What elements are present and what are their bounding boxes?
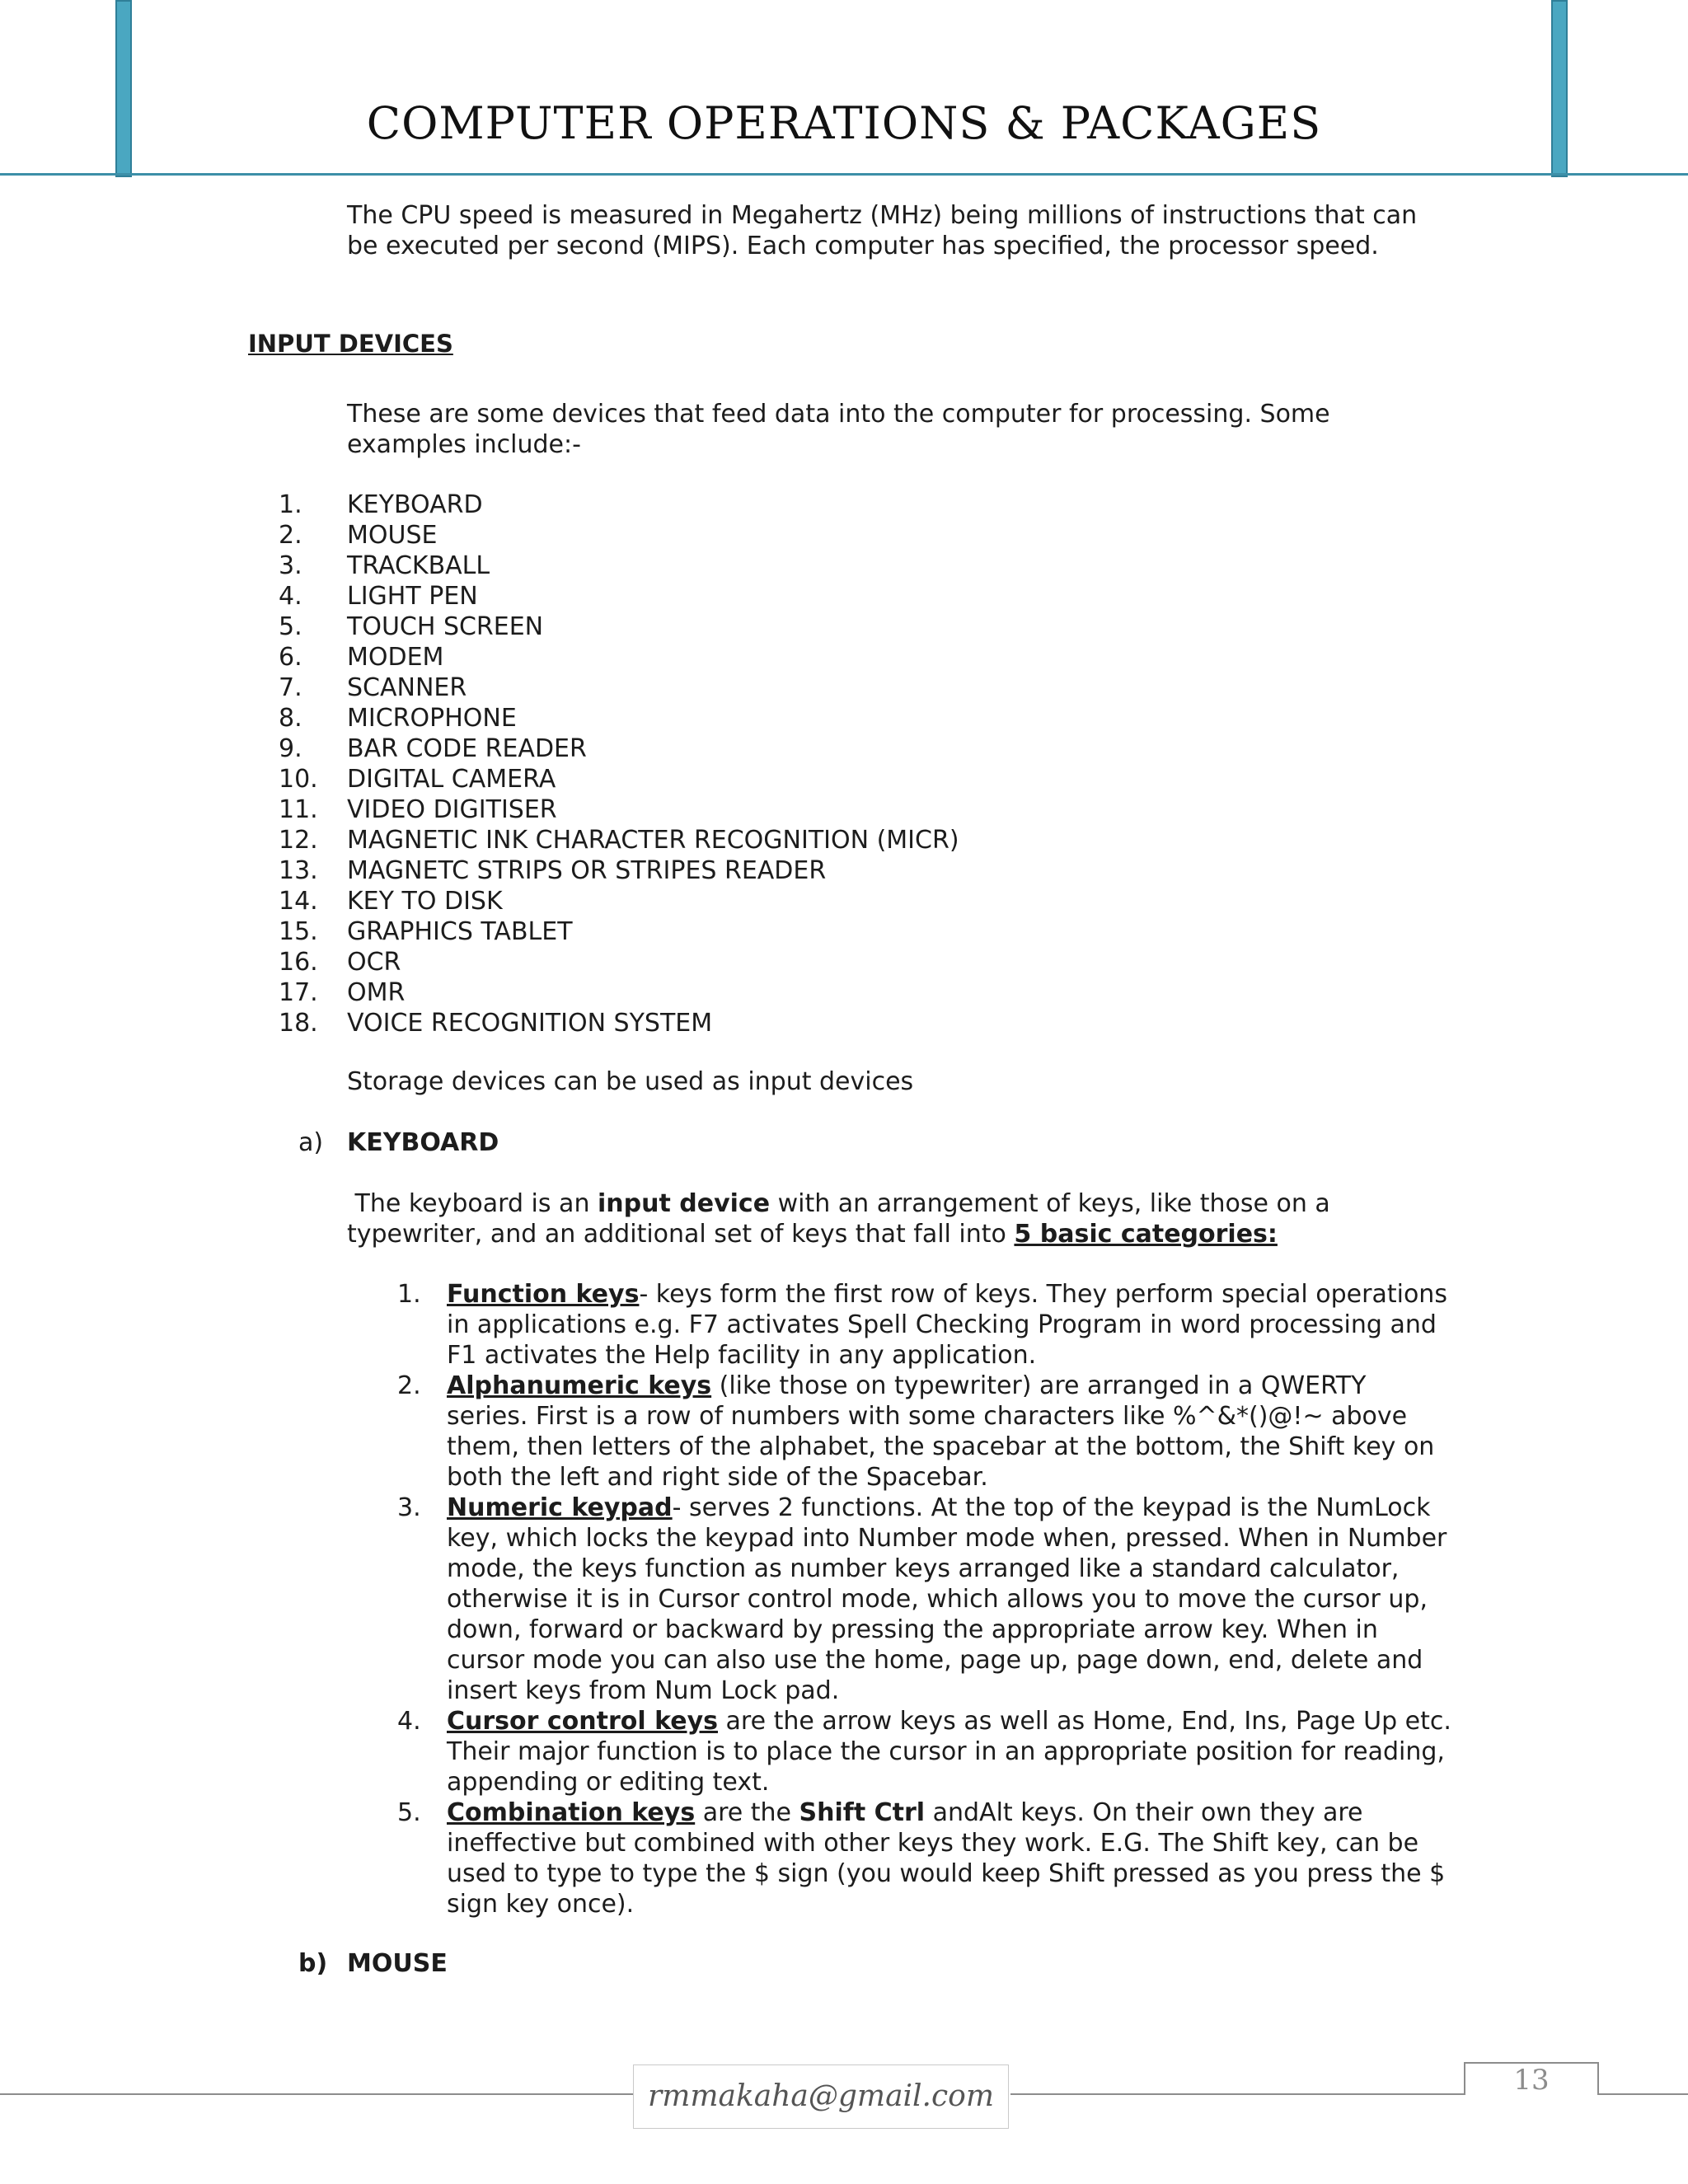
storage-note: Storage devices can be used as input devices [347, 1067, 914, 1096]
item-text: - serves 2 functions. At the top of the keypad is the NumLock key, which locks the keypad into Number mode when, pressed. When in Number mode, the keys function as number keys arranged like a standard calculator, otherwise it is in Cursor control mode, which allows you to move the cursor up, down, forward or backward by pressing the appropriate arrow key. When in cursor mode you can also use the home, page up, page down, end, delete and insert keys from Num Lock pad. [447, 1493, 1447, 1705]
keyboard-categories-term: 5 basic categories: [1014, 1220, 1278, 1249]
keyboard-intro [347, 1188, 1451, 1249]
list-item [397, 1279, 1452, 1371]
item-label: MICROPHONE [347, 704, 517, 733]
item-label: LIGHT PEN [347, 582, 478, 611]
item-label: MODEM [347, 643, 444, 672]
item-number: 5. [279, 612, 302, 641]
section-description: These are some devices that feed data into the computer for processing. Some examples include:- [347, 400, 1330, 459]
footer-email: rmmakaha@gmail.com [633, 2064, 1009, 2129]
item-number: 10. [279, 765, 318, 794]
device-list-item [279, 703, 959, 733]
device-list-item [279, 855, 959, 886]
item-label: TOUCH SCREEN [347, 612, 544, 641]
item-label: MAGNETC STRIPS OR STRIPES READER [347, 856, 827, 885]
device-list-item [279, 916, 959, 947]
device-list-item [279, 581, 959, 612]
header-bar-right [1551, 0, 1568, 177]
item-number: 3. [397, 1493, 421, 1522]
item-number: 2. [397, 1371, 421, 1400]
keyboard-heading: KEYBOARD [347, 1128, 499, 1157]
item-number: 5. [397, 1798, 421, 1827]
item-term: Alphanumeric keys [447, 1371, 712, 1400]
device-list-item [279, 947, 959, 977]
item-text: (like those on typewriter) are arranged in a QWERTY series. First is a row of numbers with some characters like %^&*()@!~ above them, then letters of the alphabet, the spacebar at the bottom, the Shift key on both the left and right side of the Spacebar. [447, 1371, 1435, 1492]
device-list-item [279, 794, 959, 825]
item-label: KEY TO DISK [347, 887, 503, 916]
list-item [397, 1493, 1452, 1706]
mouse-heading: MOUSE [347, 1949, 448, 1978]
item-text: - keys form the first row of keys. They perform special operations in applications e.g. F7 activates Spell Checking Program in word processing and F1 activates the Help facility in any application. [447, 1280, 1447, 1370]
device-list-item [279, 490, 959, 520]
keyboard-intro-text-1: The keyboard is an [354, 1189, 598, 1218]
item-number: 2. [279, 521, 302, 550]
device-list-item [279, 764, 959, 794]
list-item [397, 1706, 1452, 1797]
item-number: 3. [279, 551, 302, 580]
item-label: GRAPHICS TABLET [347, 917, 573, 946]
section-heading: INPUT DEVICES [248, 330, 453, 358]
item-number: 8. [279, 704, 302, 733]
page-number: 13 [1464, 2062, 1599, 2095]
item-label: KEYBOARD [347, 490, 483, 519]
item-number: 14. [279, 887, 318, 916]
item-label: DIGITAL CAMERA [347, 765, 556, 794]
device-list-item [279, 733, 959, 764]
item-term: Numeric keypad [447, 1493, 673, 1522]
item-term: Cursor control keys [447, 1707, 719, 1736]
device-list-item [279, 977, 959, 1008]
item-label: BAR CODE READER [347, 734, 587, 763]
footer-divider-far-right [1599, 2093, 1688, 2095]
item-term: Combination keys [447, 1798, 696, 1827]
item-label: MOUSE [347, 521, 438, 550]
item-number: 16. [279, 948, 318, 977]
subsection-letter-a: a) [298, 1128, 324, 1157]
header-bar-left [115, 0, 132, 177]
item-number: 7. [279, 673, 302, 702]
header-divider [0, 173, 1688, 176]
item-number: 17. [279, 978, 318, 1007]
device-list-item [279, 825, 959, 855]
footer-divider-right [1010, 2093, 1464, 2095]
device-list-item [279, 642, 959, 673]
item-number: 9. [279, 734, 302, 763]
device-list-item [279, 520, 959, 551]
item-label: OCR [347, 948, 401, 977]
device-list-item [279, 551, 959, 581]
footer-divider-left [0, 2093, 633, 2095]
keyboard-intro-bold: input device [598, 1189, 771, 1218]
device-list-item [279, 886, 959, 916]
item-text: are the arrow keys as well as Home, End, Ins, Page Up etc. Their major function is to place the cursor in an appropriate position for reading, appending or editing text. [447, 1707, 1451, 1797]
intro-paragraph: The CPU speed is measured in Megahertz (MHz) being millions of instructions that can be executed per second (MIPS). Each computer has specified, the processor speed. [347, 201, 1418, 260]
list-item [397, 1371, 1452, 1493]
item-number: 4. [397, 1707, 421, 1736]
item-bold: Shift Ctrl [799, 1798, 926, 1827]
item-label: VOICE RECOGNITION SYSTEM [347, 1009, 713, 1038]
item-number: 13. [279, 856, 318, 885]
item-number: 11. [279, 795, 318, 824]
page-title: COMPUTER OPERATIONS & PACKAGES [366, 97, 1322, 149]
item-label: VIDEO DIGITISER [347, 795, 557, 824]
item-number: 15. [279, 917, 318, 946]
item-number: 1. [397, 1280, 421, 1309]
item-label: SCANNER [347, 673, 467, 702]
item-label: TRACKBALL [347, 551, 490, 580]
item-term: Function keys [447, 1280, 640, 1309]
item-number: 4. [279, 582, 302, 611]
item-text-1: are the [695, 1798, 799, 1827]
item-number: 1. [279, 490, 302, 519]
device-list-item [279, 673, 959, 703]
keyboard-intro-text-2: with an arrangement of keys, like those on a typewriter, and an additional set of keys that fall into [347, 1189, 1330, 1249]
list-item [397, 1797, 1452, 1919]
item-number: 12. [279, 826, 318, 855]
device-list [279, 490, 959, 1038]
subsection-letter-b: b) [298, 1949, 328, 1978]
item-number: 18. [279, 1009, 318, 1038]
item-label: OMR [347, 978, 406, 1007]
item-number: 6. [279, 643, 302, 672]
item-text: andAlt keys. On their own they are ineffective but combined with other keys they work. E.G. The Shift key, can be used to type to type the $ sign (you would keep Shift pressed as you press the $ sign key once). [447, 1798, 1446, 1919]
key-categories-list [397, 1279, 1452, 1919]
device-list-item [279, 1008, 959, 1038]
item-label: MAGNETIC INK CHARACTER RECOGNITION (MICR) [347, 826, 959, 855]
device-list-item [279, 612, 959, 642]
